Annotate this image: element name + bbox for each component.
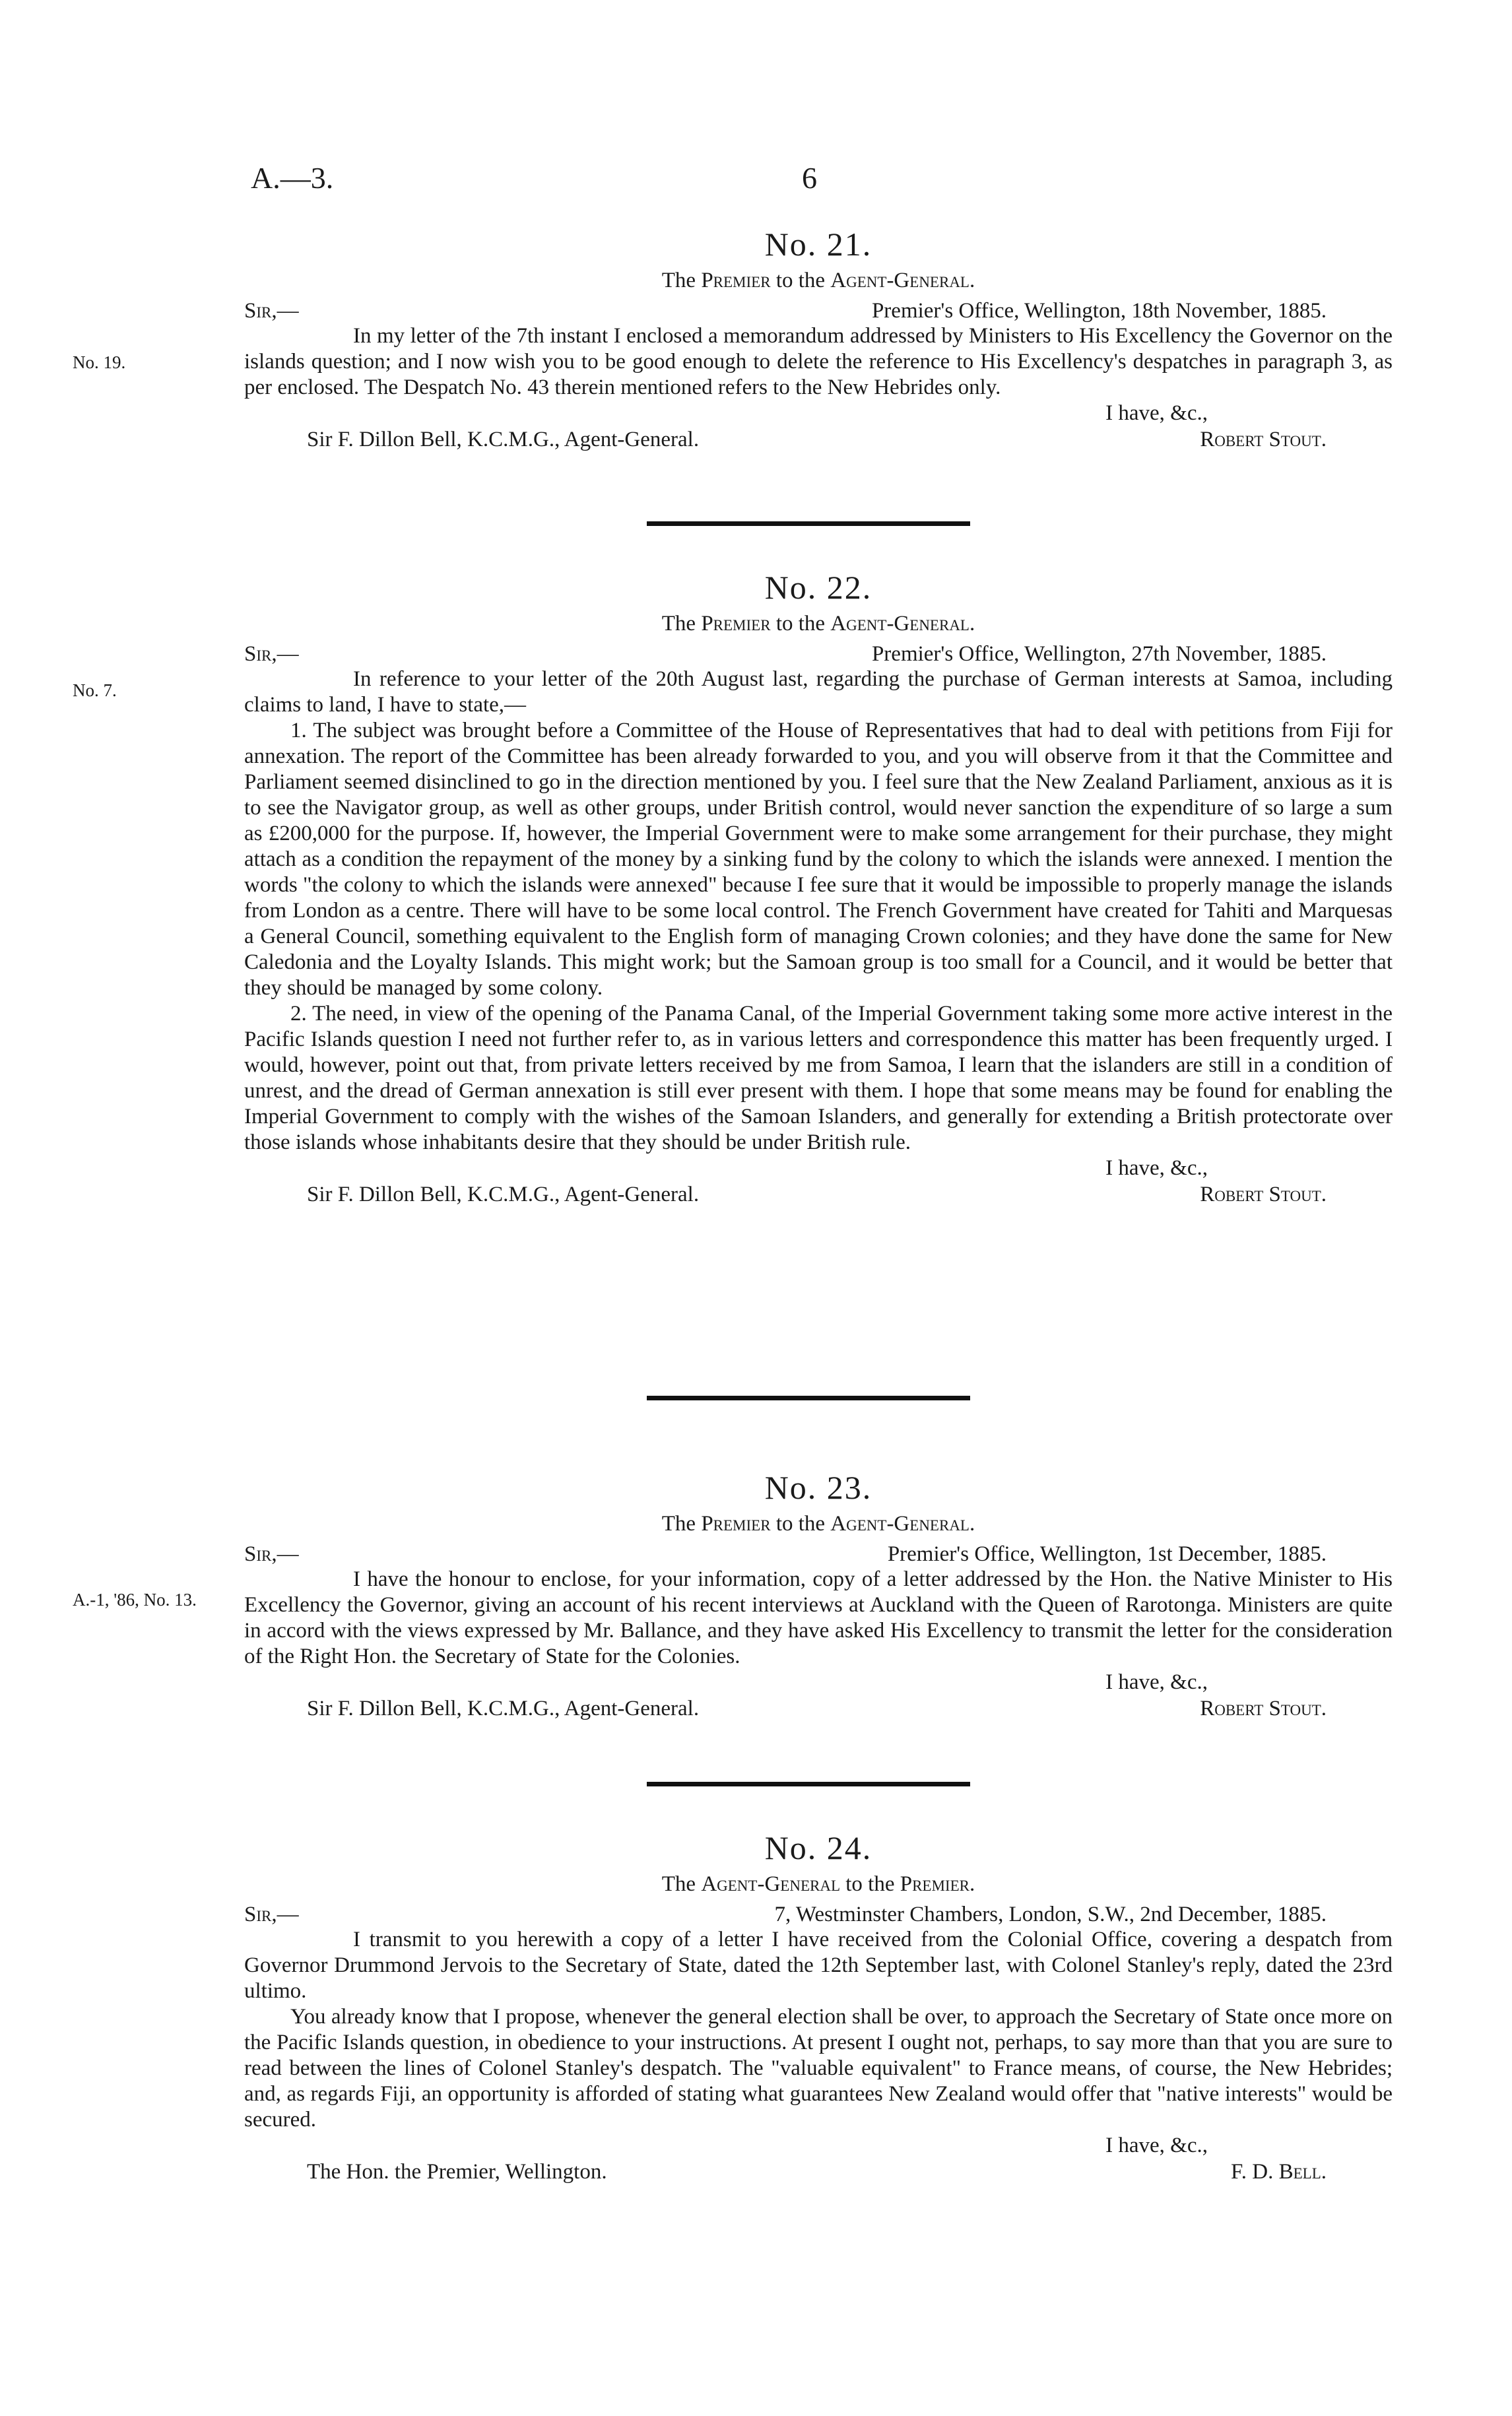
letter-no-23 [244, 1466, 1393, 1722]
signature-row [244, 1182, 1393, 1208]
heading-the: The [661, 269, 696, 292]
closing-row [244, 1670, 1393, 1696]
heading-recipient: Premier. [900, 1872, 975, 1896]
letter-body [244, 1567, 1393, 1670]
addressee: Sir F. Dillon Bell, K.C.M.G., Agent-General. [307, 428, 700, 451]
letter-number: No. 21. [764, 226, 872, 263]
closing-row [244, 401, 1393, 427]
heading-to-the: to the [845, 1872, 895, 1896]
heading-sender: Premier [701, 612, 771, 636]
office-date: Premier's Office, Wellington, 27th November, 1885. [871, 642, 1327, 666]
heading-sender: Premier [701, 1512, 771, 1536]
salutation: Sir,— [244, 299, 299, 323]
heading-the: The [661, 1512, 696, 1536]
addressee: Sir F. Dillon Bell, K.C.M.G., Agent-General. [307, 1697, 700, 1720]
heading-recipient: Agent-General. [830, 612, 975, 636]
salutation: Sir,— [244, 1542, 299, 1566]
heading-to-the: to the [775, 1512, 826, 1536]
office-date: Premier's Office, Wellington, 1st December, 1885. [887, 1542, 1327, 1566]
letter-heading [244, 265, 1393, 296]
closing: I have, &c., [1105, 401, 1208, 425]
signature-row [244, 427, 1393, 453]
letter-number: No. 24. [764, 1829, 872, 1866]
closing: I have, &c., [1105, 1670, 1208, 1694]
paragraph: You already know that I propose, whenever the general election shall be over, to approach the Secretary of State once more on the Pacific Islands question, in obedience to your instructions. At present I ought not, perhaps, to say more than that you are sure to read between the lines of Colonel Stanley's despatch. The "valuable equivalent" to France means, of course, the New Hebrides; and, as regards Fiji, an opportunity is afforded of stating what guarantees New Zealand would offer that "native interests" would be secured. [244, 2005, 1393, 2132]
office-date: Premier's Office, Wellington, 18th November, 1885. [871, 299, 1327, 323]
closing-row [244, 2133, 1393, 2159]
letter-no-24 [244, 1827, 1393, 2186]
signature: Robert Stout. [1200, 1697, 1327, 1720]
page-reference: A.—3. [251, 161, 334, 195]
office-date: 7, Westminster Chambers, London, S.W., 2nd December, 1885. [774, 1903, 1327, 1926]
section-divider [647, 1782, 970, 1786]
salutation-line [244, 1902, 1393, 1927]
letter-heading [244, 1869, 1393, 1899]
paragraph: In reference to your letter of the 20th August last, regarding the purchase of German interests at Samoa, including claims to land, I have to state,— [244, 667, 1393, 717]
section-divider [647, 521, 970, 526]
margin-note: No. 19. [73, 352, 126, 372]
signature: F. D. Bell. [1231, 2160, 1327, 2184]
section-divider [647, 1396, 970, 1400]
paragraph: 2. The need, in view of the opening of the Panama Canal, of the Imperial Government taking some more active interest in the Pacific Islands question I need not further refer to, as in various letters and correspondence this matter has been frequently urged. I would, however, point out that, from private letters received by me from Samoa, I learn that the islanders are still in a condition of unrest, and the dread of German annexation is still ever present with them. I hope that some means may be found for enabling the Imperial Government to comply with the wishes of the Samoan Islanders, and generally for extending a British protectorate over those islands whose inhabitants desire that they should be under British rule. [244, 1002, 1393, 1154]
paragraph: I transmit to you herewith a copy of a letter I have received from the Colonial Office, covering a despatch from Governor Drummond Jervois to the Secretary of State, dated the 12th September last, with Colonel Stanley's reply, dated the 23rd ultimo. [244, 1928, 1393, 2003]
heading-sender: Agent-General [701, 1872, 840, 1896]
signature: Robert Stout. [1200, 428, 1327, 451]
addressee: The Hon. the Premier, Wellington. [307, 2160, 607, 2184]
paragraph: 1. The subject was brought before a Committee of the House of Representatives that had to deal with petitions from Fiji for annexation. The report of the Committee has been already forwarded to you, and you will observe from it that the Committee and Parliament seemed disinclined to go in the direction mentioned by you. I feel sure that the New Zealand Parliament, anxious as it is to see the Navigator group, as well as other groups, under British control, would never sanction the expenditure of so large a sum as £200,000 for the purpose. If, however, the Imperial Government were to make some arrangement for their purchase, they might attach as a condition the repayment of the money by a sinking fund by the colony to which the islands were annexed. I mention the words "the colony to which the islands were annexed" because I fee sure that it would be impossible to properly manage the islands from London as a centre. There will have to be some local control. The French Government have created for Tahiti and Marquesas a General Council, something equivalent to the English form of managing Crown colonies; and they have done the same for New Caledonia and the Loyalty Islands. This might work; but the Samoan group is too small for a Council, and it would be better that they should be managed by some colony. [244, 719, 1393, 1000]
paragraph: In my letter of the 7th instant I enclosed a memorandum addressed by Ministers to His Excellency the Governor on the islands question; and I now wish you to be good enough to delete the reference to His Excellency's despatches in paragraph 3, as per enclosed. The Despatch No. 43 therein mentioned refers to the New Hebrides only. [244, 324, 1393, 399]
letter-body [244, 323, 1393, 401]
paragraph: I have the honour to enclose, for your information, copy of a letter addressed by the Hon. the Native Minister to His Excellency the Governor, giving an account of his recent interviews at Auckland with the Queen of Rarotonga. Ministers are quite in accord with the views expressed by Mr. Ballance, and they have asked His Excellency to transmit the letter for the consideration of the Right Hon. the Secretary of State for the Colonies. [244, 1567, 1393, 1668]
letter-heading [244, 608, 1393, 639]
heading-recipient: Agent-General. [830, 1512, 975, 1536]
signature: Robert Stout. [1200, 1183, 1327, 1206]
letter-body [244, 667, 1393, 1156]
closing: I have, &c., [1105, 2134, 1208, 2157]
signature-row [244, 1696, 1393, 1722]
heading-to-the: to the [775, 612, 826, 636]
letter-number: No. 22. [764, 569, 872, 606]
closing-row [244, 1156, 1393, 1182]
margin-note: No. 7. [73, 680, 117, 700]
heading-recipient: Agent-General. [830, 269, 975, 292]
heading-to-the: to the [775, 269, 826, 292]
letter-body [244, 1927, 1393, 2133]
salutation: Sir,— [244, 642, 299, 666]
closing: I have, &c., [1105, 1156, 1208, 1180]
letter-heading [244, 1509, 1393, 1539]
letter-no-22 [244, 566, 1393, 1208]
heading-the: The [661, 612, 696, 636]
signature-row [244, 2159, 1393, 2186]
letter-no-21 [244, 223, 1393, 453]
salutation-line [244, 1542, 1393, 1567]
salutation: Sir,— [244, 1903, 299, 1926]
heading-sender: Premier [701, 269, 771, 292]
salutation-line [244, 298, 1393, 323]
addressee: Sir F. Dillon Bell, K.C.M.G., Agent-General. [307, 1183, 700, 1206]
heading-the: The [661, 1872, 696, 1896]
salutation-line [244, 641, 1393, 667]
margin-note: A.-1, '86, No. 13. [73, 1590, 197, 1610]
letter-number: No. 23. [764, 1469, 872, 1506]
page-number: 6 [802, 161, 817, 195]
